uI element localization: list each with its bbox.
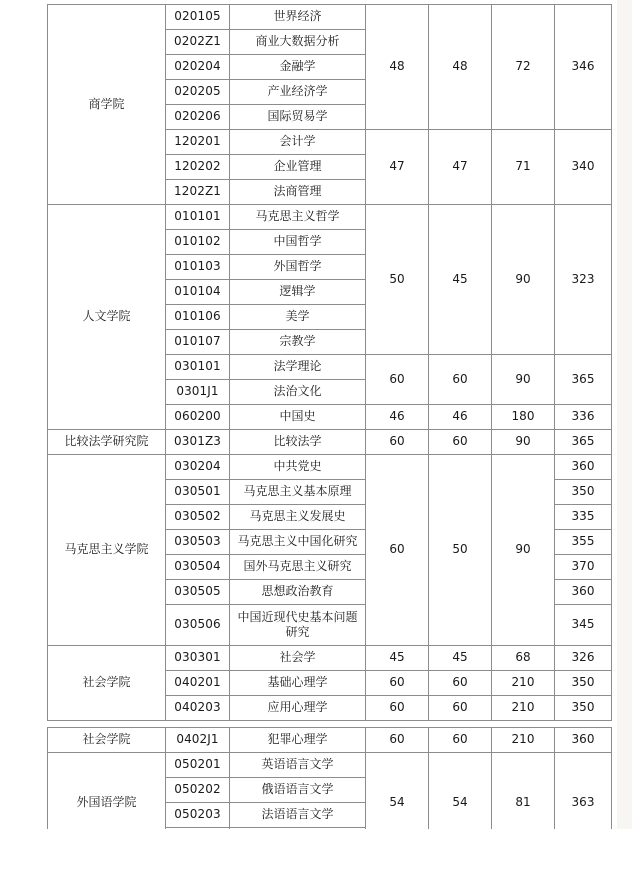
cell-score-1: 47 xyxy=(366,130,429,205)
cell-major-name: 英语语言文学 xyxy=(230,753,366,778)
cell-major-code: 030204 xyxy=(166,455,230,480)
cell-major-name: 马克思主义基本原理 xyxy=(230,480,366,505)
cell-major-name: 基础心理学 xyxy=(230,671,366,696)
cell-major-code: 030501 xyxy=(166,480,230,505)
cell-score-2: 47 xyxy=(429,130,492,205)
cell-major-name: 中国史 xyxy=(230,405,366,430)
cell-major-name: 俄语语言文学 xyxy=(230,778,366,803)
cell-major-name: 国外马克思主义研究 xyxy=(230,555,366,580)
cell-score-2: 54 xyxy=(429,753,492,853)
cell-score-3: 210 xyxy=(492,728,555,753)
cell-score-3: 68 xyxy=(492,646,555,671)
cell-college: 马克思主义学院 xyxy=(48,455,166,646)
cell-major-code: 010101 xyxy=(166,205,230,230)
cell-major-code: 020204 xyxy=(166,55,230,80)
cell-major-name: 法学理论 xyxy=(230,355,366,380)
cell-major-name: 美学 xyxy=(230,305,366,330)
cell-major-code: 0301J1 xyxy=(166,380,230,405)
cell-total-score: 370 xyxy=(555,555,612,580)
cell-major-code: 0402J1 xyxy=(166,728,230,753)
cell-total-score: 340 xyxy=(555,130,612,205)
cell-score-1: 54 xyxy=(366,753,429,853)
cell-score-2: 60 xyxy=(429,728,492,753)
cell-total-score: 355 xyxy=(555,530,612,555)
cell-score-2: 60 xyxy=(429,696,492,721)
cell-score-1: 48 xyxy=(366,5,429,130)
cell-total-score: 326 xyxy=(555,646,612,671)
cell-major-name: 产业经济学 xyxy=(230,80,366,105)
cell-major-code: 0301Z3 xyxy=(166,430,230,455)
cell-score-3: 180 xyxy=(492,405,555,430)
cell-score-1: 46 xyxy=(366,405,429,430)
cell-score-1: 50 xyxy=(366,205,429,355)
page-bottom-clip xyxy=(0,829,632,869)
cell-major-name: 商业大数据分析 xyxy=(230,30,366,55)
cell-major-code: 030505 xyxy=(166,580,230,605)
table-row xyxy=(48,455,612,480)
cell-total-score: 360 xyxy=(555,455,612,480)
cell-major-code: 030101 xyxy=(166,355,230,380)
cell-score-1: 60 xyxy=(366,355,429,405)
cell-major-name: 企业管理 xyxy=(230,155,366,180)
cell-major-name: 中国哲学 xyxy=(230,230,366,255)
cell-score-2: 48 xyxy=(429,5,492,130)
cell-total-score: 323 xyxy=(555,205,612,355)
cell-total-score: 336 xyxy=(555,405,612,430)
cell-major-code: 030503 xyxy=(166,530,230,555)
cell-total-score: 335 xyxy=(555,505,612,530)
score-table-container xyxy=(47,4,595,853)
cell-major-name: 宗教学 xyxy=(230,330,366,355)
cell-major-code: 010103 xyxy=(166,255,230,280)
cell-score-1: 60 xyxy=(366,696,429,721)
cell-score-2: 60 xyxy=(429,355,492,405)
cell-major-name: 应用心理学 xyxy=(230,696,366,721)
cell-score-2: 60 xyxy=(429,671,492,696)
cell-score-2: 60 xyxy=(429,430,492,455)
cell-score-3: 81 xyxy=(492,753,555,853)
cell-major-code: 020205 xyxy=(166,80,230,105)
cell-total-score: 350 xyxy=(555,696,612,721)
cell-total-score: 365 xyxy=(555,430,612,455)
cell-college: 商学院 xyxy=(48,5,166,205)
table-row xyxy=(48,728,612,753)
cell-major-code: 050202 xyxy=(166,778,230,803)
cell-score-3: 210 xyxy=(492,696,555,721)
cell-score-3: 71 xyxy=(492,130,555,205)
admission-score-table-main xyxy=(47,4,612,721)
table-row xyxy=(48,646,612,671)
cell-major-code: 010104 xyxy=(166,280,230,305)
cell-score-3: 72 xyxy=(492,5,555,130)
cell-major-code: 030301 xyxy=(166,646,230,671)
cell-score-2: 46 xyxy=(429,405,492,430)
cell-score-1: 60 xyxy=(366,728,429,753)
cell-total-score: 346 xyxy=(555,5,612,130)
cell-score-3: 90 xyxy=(492,430,555,455)
cell-score-2: 45 xyxy=(429,205,492,355)
cell-major-code: 120202 xyxy=(166,155,230,180)
cell-major-name: 外国哲学 xyxy=(230,255,366,280)
cell-score-3: 90 xyxy=(492,455,555,646)
cell-major-code: 120201 xyxy=(166,130,230,155)
cell-major-name: 法商管理 xyxy=(230,180,366,205)
cell-college: 社会学院 xyxy=(48,728,166,753)
cell-total-score: 360 xyxy=(555,580,612,605)
cell-major-name: 逻辑学 xyxy=(230,280,366,305)
table-row xyxy=(48,430,612,455)
cell-major-name: 法治文化 xyxy=(230,380,366,405)
cell-major-code: 010107 xyxy=(166,330,230,355)
cell-score-1: 60 xyxy=(366,671,429,696)
cell-major-name: 法语语言文学 xyxy=(230,803,366,828)
cell-score-2: 50 xyxy=(429,455,492,646)
cell-major-name: 中国近现代史基本问题研究 xyxy=(230,605,366,646)
cell-major-name: 思想政治教育 xyxy=(230,580,366,605)
cell-major-name: 世界经济 xyxy=(230,5,366,30)
cell-total-score: 350 xyxy=(555,480,612,505)
cell-major-name: 社会学 xyxy=(230,646,366,671)
cell-score-1: 60 xyxy=(366,455,429,646)
cell-score-1: 60 xyxy=(366,430,429,455)
cell-major-name: 国际贸易学 xyxy=(230,105,366,130)
table-row xyxy=(48,5,612,30)
cell-major-code: 0202Z1 xyxy=(166,30,230,55)
cell-major-code: 040203 xyxy=(166,696,230,721)
cell-college: 社会学院 xyxy=(48,646,166,721)
cell-major-code: 030502 xyxy=(166,505,230,530)
cell-major-name: 会计学 xyxy=(230,130,366,155)
cell-score-3: 90 xyxy=(492,355,555,405)
cell-major-code: 020206 xyxy=(166,105,230,130)
cell-total-score: 350 xyxy=(555,671,612,696)
cell-total-score: 360 xyxy=(555,728,612,753)
cell-major-code: 040201 xyxy=(166,671,230,696)
cell-score-3: 90 xyxy=(492,205,555,355)
cell-major-code: 050203 xyxy=(166,803,230,828)
cell-major-name: 犯罪心理学 xyxy=(230,728,366,753)
cell-major-code: 010106 xyxy=(166,305,230,330)
table-row xyxy=(48,205,612,230)
cell-major-code: 020105 xyxy=(166,5,230,30)
cell-major-name: 金融学 xyxy=(230,55,366,80)
cell-total-score: 365 xyxy=(555,355,612,405)
cell-major-name: 马克思主义发展史 xyxy=(230,505,366,530)
table-body-main xyxy=(48,5,612,721)
cell-major-name: 比较法学 xyxy=(230,430,366,455)
cell-college: 外国语学院 xyxy=(48,753,166,853)
cell-major-name: 马克思主义哲学 xyxy=(230,205,366,230)
table-row xyxy=(48,753,612,778)
cell-major-name: 马克思主义中国化研究 xyxy=(230,530,366,555)
cell-score-1: 45 xyxy=(366,646,429,671)
cell-major-code: 030504 xyxy=(166,555,230,580)
cell-major-code: 1202Z1 xyxy=(166,180,230,205)
cell-college: 人文学院 xyxy=(48,205,166,430)
cell-major-code: 060200 xyxy=(166,405,230,430)
cell-total-score: 363 xyxy=(555,753,612,853)
cell-major-code: 030506 xyxy=(166,605,230,646)
cell-score-2: 45 xyxy=(429,646,492,671)
page-right-margin xyxy=(617,0,632,829)
cell-major-name: 中共党史 xyxy=(230,455,366,480)
cell-major-code: 010102 xyxy=(166,230,230,255)
cell-total-score: 345 xyxy=(555,605,612,646)
cell-major-code: 050201 xyxy=(166,753,230,778)
cell-score-3: 210 xyxy=(492,671,555,696)
cell-college: 比较法学研究院 xyxy=(48,430,166,455)
